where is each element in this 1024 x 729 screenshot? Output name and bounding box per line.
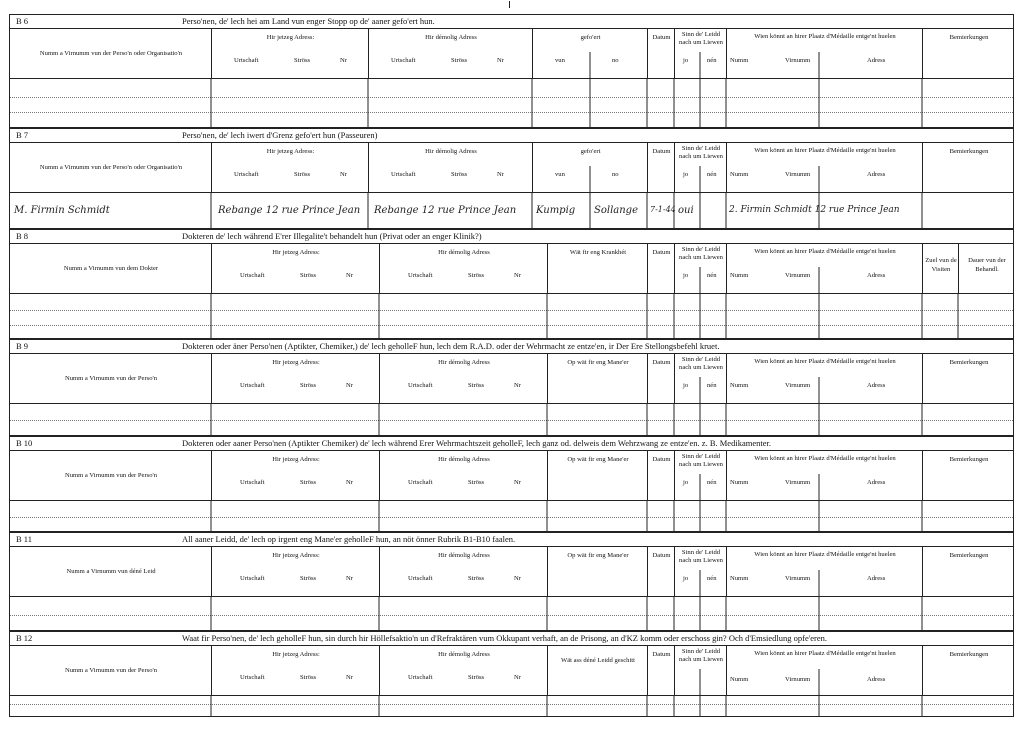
nr-label: Nr — [346, 674, 353, 681]
to-label: no — [612, 171, 619, 178]
medal-first-label: Virnumm — [785, 575, 811, 582]
nr-label: Nr — [346, 575, 353, 582]
street-label: Ströss — [468, 272, 485, 279]
date-label: Datum — [652, 148, 671, 155]
section-b8 — [9, 229, 1014, 339]
street-label: Ströss — [300, 479, 317, 486]
handwritten-medal: 2. Firmin Schmidt 12 rue Prince Jean — [729, 205, 900, 215]
medal-first-label: Virnumm — [785, 272, 811, 279]
name-label: Numm a Virnumm vun der Perso'n — [64, 667, 158, 674]
medal-address-label: Adress — [867, 479, 886, 486]
former-address-label: Hir démolig Adress — [438, 552, 490, 559]
section-b11 — [9, 532, 1014, 631]
visits-label: Zuel vun de Visiten — [925, 257, 957, 273]
name-label: Numm a Virnumm vun der Perso'n oder Organisatio'n — [39, 50, 183, 57]
manner-label: Op wät fir eng Mane'er — [567, 359, 629, 366]
no-label: nén — [707, 272, 717, 279]
section-header — [10, 437, 1013, 451]
no-label: nén — [707, 57, 717, 64]
medal-name-label: Numm — [730, 272, 749, 279]
medal-first-label: Virnumm — [785, 57, 811, 64]
column-header — [10, 547, 1013, 597]
handwritten-alive: oui — [678, 205, 694, 216]
medal-label: Wien könnt an hirer Plaatz d'Médaille entge'nt huelen — [754, 248, 896, 255]
nr-label: Nr — [346, 272, 353, 279]
nr-label: Nr — [340, 171, 347, 178]
medal-address-label: Adress — [867, 272, 886, 279]
nr-label: Nr — [346, 479, 353, 486]
date-label: Datum — [652, 456, 671, 463]
section-code: B 6 — [16, 16, 29, 26]
medal-address-label: Adress — [867, 57, 886, 64]
town-label: Urtschaft — [240, 479, 265, 486]
section-title: Dokteren oder äner Perso'nen (Aptikter, Chemiker,) de' lech geholleF hun, lech dem R.A.D. oder der Wehrmacht ze entze'en, ir Der Ere Stellongsbefehl kruet. — [182, 341, 720, 351]
nr-label: Nr — [497, 171, 504, 178]
street-label: Ströss — [468, 575, 485, 582]
street-label: Ströss — [300, 272, 317, 279]
town-label: Urtschaft — [240, 382, 265, 389]
town-label: Urtschaft — [408, 479, 433, 486]
from-label: vun — [555, 171, 565, 178]
town-label: Urtschaft — [408, 272, 433, 279]
medal-address-label: Adress — [867, 676, 886, 683]
handwritten-name: M. Firmin Schmidt — [14, 205, 110, 216]
former-address-label: Hir démolig Adress — [438, 456, 490, 463]
medal-name-label: Numm — [730, 479, 749, 486]
town-label: Urtschaft — [391, 57, 416, 64]
former-address-label: Hir démolig Adress — [438, 359, 490, 366]
section-title: All aaner Leidd, de' lech op irgent eng Mane'er geholleF hun, an nöt önner Rubrik B1-B10 faalen. — [182, 534, 516, 544]
street-label: Ströss — [468, 382, 485, 389]
current-address-label: Hir jetzeg Adress: — [272, 456, 320, 463]
yes-label: jo — [683, 171, 689, 178]
town-label: Urtschaft — [240, 272, 265, 279]
medal-address-label: Adress — [867, 171, 886, 178]
section-code: B 12 — [16, 633, 33, 643]
town-label: Urtschaft — [391, 171, 416, 178]
section-code: B 9 — [16, 341, 29, 351]
column-header — [10, 29, 1013, 79]
street-label: Ströss — [468, 674, 485, 681]
date-label: Datum — [652, 249, 671, 256]
remarks-label: Bemierkungen — [949, 34, 989, 41]
current-address-label: Hir jetzeg Adress: — [272, 359, 320, 366]
nr-label: Nr — [497, 57, 504, 64]
section-title: Waat fir Perso'nen, de' lech geholleF hun, sin durch hir Höllefsaktio'n un d'Refraktären vum Okkupant verhaft, an de Prisong, an d'KZ komm oder erschoss gin? Och d'Emsiedlung opfe'eren. — [182, 633, 828, 643]
alive-label: Sinn de' Leidd nach um Liewen — [679, 246, 723, 261]
nr-label: Nr — [514, 272, 521, 279]
remarks-label: Bemierkungen — [949, 651, 989, 658]
medal-name-label: Numm — [730, 57, 749, 64]
section-title: Dokteren de' lech während E'rer Illegalite't behandelt hun (Privat oder an enger Klinik?) — [182, 231, 482, 241]
yes-label: jo — [683, 479, 689, 486]
suffered-label: Wät ass déné Leidd geschitt — [561, 657, 635, 664]
remarks-label: Bemierkungen — [949, 552, 989, 559]
column-header — [10, 451, 1013, 501]
section-b7 — [9, 128, 1014, 229]
current-address-label: Hir jetzeg Adress: — [272, 651, 320, 658]
section-b12 — [9, 631, 1014, 717]
section-code: B 7 — [16, 130, 29, 140]
town-label: Urtschaft — [408, 575, 433, 582]
current-address-label: Hir jetzeg Adress: — [272, 249, 320, 256]
no-label: nén — [707, 575, 717, 582]
alive-label: Sinn de' Leidd nach um Liewen — [679, 648, 723, 663]
town-label: Urtschaft — [408, 382, 433, 389]
section-code: B 8 — [16, 231, 29, 241]
alive-label: Sinn de' Leidd nach um Liewen — [679, 549, 723, 564]
section-title: Perso'nen, de' lech iwert d'Grenz gefo'ert hun (Passeuren) — [182, 130, 378, 140]
street-label: Ströss — [294, 57, 311, 64]
date-label: Datum — [652, 359, 671, 366]
town-label: Urtschaft — [240, 674, 265, 681]
remarks-label: Bemierkungen — [949, 456, 989, 463]
yes-label: jo — [683, 382, 689, 389]
no-label: nén — [707, 479, 717, 486]
alive-label: Sinn de' Leidd nach um Liewen — [679, 453, 723, 468]
no-label: nén — [707, 171, 717, 178]
handwritten-to: Sollange — [594, 205, 638, 216]
medal-first-label: Virnumm — [785, 676, 811, 683]
section-title: Dokteren oder aaner Perso'nen (Aptikter Chemiker) de' lech während Erer Wehrmachtszeit geholleF, lech ganz od. delweis dem Wehrzwang ze entze'en. z. B. Medikamenter. — [182, 438, 771, 448]
medal-first-label: Virnumm — [785, 171, 811, 178]
medal-address-label: Adress — [867, 575, 886, 582]
name-label: Numm a Virnumm vun déné Leid — [66, 568, 156, 575]
medal-first-label: Virnumm — [785, 382, 811, 389]
no-label: nén — [707, 382, 717, 389]
current-address-label: Hir jetzeg Adress: — [266, 34, 315, 41]
nr-label: Nr — [346, 382, 353, 389]
handwritten-date: 7-1-44 — [650, 205, 676, 214]
name-label: Numm a Virnumm vun der Perso'n oder Organisatio'n — [39, 164, 183, 171]
medal-label: Wien könnt an hirer Plaatz d'Médaille entge'nt huelen — [754, 455, 896, 462]
manner-label: Op wät fir eng Mane'er — [567, 552, 629, 559]
alive-label: Sinn de' Leidd nach um Liewen — [679, 145, 723, 160]
medal-first-label: Virnumm — [785, 479, 811, 486]
column-header — [10, 354, 1013, 404]
section-b10 — [9, 436, 1014, 532]
handwritten-from: Kumpig — [536, 205, 576, 216]
handwritten-current-address: Rebange 12 rue Prince Jean — [218, 205, 361, 216]
section-code: B 11 — [16, 534, 32, 544]
section-header — [10, 230, 1013, 244]
section-header — [10, 340, 1013, 354]
nr-label: Nr — [514, 674, 521, 681]
nr-label: Nr — [514, 575, 521, 582]
section-header — [10, 632, 1013, 646]
medal-address-label: Adress — [867, 382, 886, 389]
section-header — [10, 533, 1013, 547]
medal-name-label: Numm — [730, 575, 749, 582]
date-label: Datum — [652, 651, 671, 658]
street-label: Ströss — [300, 674, 317, 681]
former-address-label: Hir démolig Adress — [438, 651, 490, 658]
former-address-label: Hir démolig Adress — [425, 148, 477, 155]
driven-label: gefo'ert — [580, 148, 601, 155]
street-label: Ströss — [468, 479, 485, 486]
yes-label: jo — [683, 57, 689, 64]
medal-name-label: Numm — [730, 382, 749, 389]
section-code: B 10 — [16, 438, 33, 448]
town-label: Urtschaft — [234, 171, 259, 178]
handwritten-former-address: Rebange 12 rue Prince Jean — [374, 205, 517, 216]
nr-label: Nr — [514, 479, 521, 486]
section-header — [10, 15, 1013, 29]
column-header — [10, 143, 1013, 193]
medal-name-label: Numm — [730, 676, 749, 683]
street-label: Ströss — [451, 57, 468, 64]
nr-label: Nr — [514, 382, 521, 389]
alive-label: Sinn de' Leidd nach um Liewen — [679, 31, 723, 46]
remarks-label: Bemierkungen — [949, 148, 989, 155]
yes-label: jo — [683, 272, 689, 279]
street-label: Ströss — [300, 575, 317, 582]
street-label: Ströss — [451, 171, 468, 178]
medal-label: Wien könnt an hirer Plaatz d'Médaille entge'nt huelen — [754, 650, 896, 657]
town-label: Urtschaft — [234, 57, 259, 64]
date-label: Datum — [652, 552, 671, 559]
former-address-label: Hir démolig Adress — [425, 34, 477, 41]
top-mark — [509, 1, 510, 8]
driven-label: gefo'ert — [580, 34, 601, 41]
name-label: Numm a Virnumm vun der Perso'n — [64, 375, 158, 382]
medal-label: Wien könnt an hirer Plaatz d'Médaille entge'nt huelen — [754, 33, 896, 40]
illness-label: Wät fir eng Krankhét — [569, 249, 627, 256]
current-address-label: Hir jetzeg Adress: — [266, 148, 315, 155]
nr-label: Nr — [340, 57, 347, 64]
medal-label: Wien könnt an hirer Plaatz d'Médaille entge'nt huelen — [754, 147, 896, 154]
section-b9 — [9, 339, 1014, 436]
medal-label: Wien könnt an hirer Plaatz d'Médaille entge'nt huelen — [754, 551, 896, 558]
section-header — [10, 129, 1013, 143]
name-label: Numm a Virnumm vun dem Dokter — [63, 265, 159, 272]
column-header — [10, 646, 1013, 696]
alive-label: Sinn de' Leidd nach um Liewen — [679, 356, 723, 371]
form-page — [9, 10, 1014, 717]
town-label: Urtschaft — [408, 674, 433, 681]
town-label: Urtschaft — [240, 575, 265, 582]
current-address-label: Hir jetzeg Adress: — [272, 552, 320, 559]
to-label: no — [612, 57, 619, 64]
medal-label: Wien könnt an hirer Plaatz d'Médaille entge'nt huelen — [754, 358, 896, 365]
duration-label: Dauer vun der Behandl. — [968, 257, 1006, 273]
yes-label: jo — [683, 575, 689, 582]
section-b6 — [9, 14, 1014, 128]
manner-label: Op wät fir eng Mane'er — [567, 456, 629, 463]
from-label: vun — [555, 57, 565, 64]
name-label: Numm a Virnumm vun der Perso'n — [64, 472, 158, 479]
former-address-label: Hir démolig Adress — [438, 249, 490, 256]
column-header — [10, 244, 1013, 294]
street-label: Ströss — [294, 171, 311, 178]
date-label: Datum — [652, 34, 671, 41]
medal-name-label: Numm — [730, 171, 749, 178]
section-title: Perso'nen, de' lech hei am Land vun enger Stopp op de' aaner gefo'ert hun. — [182, 16, 435, 26]
remarks-label: Bemierkungen — [949, 359, 989, 366]
street-label: Ströss — [300, 382, 317, 389]
